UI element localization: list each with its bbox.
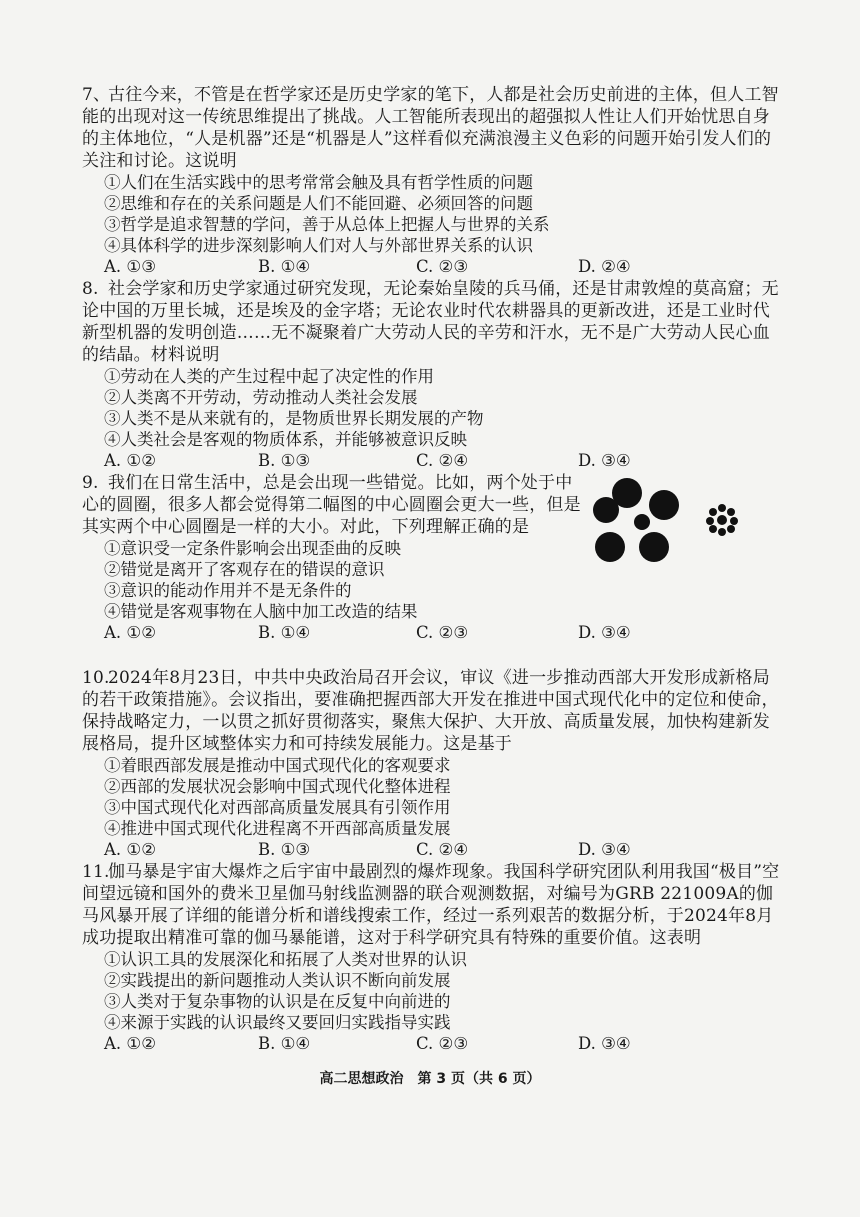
question-number: 7、 (82, 85, 111, 105)
large-surround-circles (593, 478, 679, 562)
choice-c[interactable]: C. ②③ (416, 1034, 469, 1053)
choice-b[interactable]: B. ①③ (258, 451, 311, 470)
question-7 (82, 84, 782, 277)
option-4: ④推进中国式现代化进程离不开西部高质量发展 (104, 819, 451, 838)
option-2: ②错觉是离开了客观存在的错误的意识 (104, 560, 385, 579)
question-number: 10. (82, 668, 110, 688)
choice-b[interactable]: B. ①④ (258, 257, 311, 276)
ebbinghaus-illusion-figure (592, 474, 752, 564)
choice-c[interactable]: C. ②③ (416, 623, 469, 642)
option-3: ③意识的能动作用并不是无条件的 (104, 581, 352, 600)
choice-a[interactable]: A. ①③ (104, 257, 156, 276)
choice-a[interactable]: A. ①② (104, 840, 156, 859)
answer-choices (82, 256, 782, 277)
answer-choices (82, 1033, 782, 1054)
choice-d[interactable]: D. ③④ (578, 1034, 631, 1053)
choice-a[interactable]: A. ①② (104, 623, 156, 642)
answer-choices (82, 450, 782, 471)
choice-d[interactable]: D. ③④ (578, 840, 631, 859)
option-4: ④人类社会是客观的物质体系，并能够被意识反映 (104, 430, 467, 449)
option-4: ④来源于实践的认识最终又要回归实践指导实践 (104, 1013, 451, 1032)
option-3: ③人类不是从来就有的，是物质世界长期发展的产物 (104, 409, 484, 428)
question-number: 9. (82, 473, 99, 493)
choice-d[interactable]: D. ③④ (578, 623, 631, 642)
option-1: ①认识工具的发展深化和拓展了人类对世界的认识 (104, 950, 467, 969)
option-1: ①着眼西部发展是推动中国式现代化的客观要求 (104, 756, 451, 775)
option-2: ②人类离不开劳动，劳动推动人类社会发展 (104, 388, 418, 407)
question-stem: 11.伽马暴是宇宙大爆炸之后宇宙中最剧烈的爆炸现象。我国科学研究团队利用我国“极目”空间望远镜和国外的费米卫星伽马射线监测器的联合观测数据，对编号为GRB 221009A的伽马风暴开展了详细的能谱分析和谱线搜索工作，经过一系列艰苦的数据分析，于2024年8月成功提取出精准可靠的伽马暴能谱，这对于科学研究具有特殊的重要价值。这表明 (82, 862, 780, 948)
question-number: 11. (82, 862, 110, 882)
question-stem: 10.2024年8月23日，中共中央政治局召开会议，审议《进一步推动西部大开发形成新格局的若干政策措施》。会议指出，要准确把握西部大开发在推进中国式现代化中的定位和使命，保持战略定力，一以贯之抓好贯彻落实，聚焦大保护、大开放、高质量发展，加快构建新发展格局，提升区域整体实力和可持续发展能力。这是基于 (82, 668, 779, 754)
choice-c[interactable]: C. ②④ (416, 451, 469, 470)
option-1: ①人们在生活实践中的思考常常会触及具有哲学性质的问题 (104, 173, 533, 192)
question-10 (82, 667, 782, 860)
choice-b[interactable]: B. ①④ (258, 1034, 311, 1053)
small-surround-circles (706, 504, 738, 536)
question-stem: 7、古往今来，不管是在哲学家还是历史学家的笔下，人都是社会历史前进的主体，但人工智能的出现对这一传统思维提出了挑战。人工智能所表现出的超强拟人性让人们开始忧思自身的主体地位，“人是机器”还是“机器是人”这样看似充满浪漫主义色彩的问题开始引发人们的关注和讨论。这说明 (82, 85, 779, 171)
option-3: ③中国式现代化对西部高质量发展具有引领作用 (104, 798, 451, 817)
option-1: ①劳动在人类的产生过程中起了决定性的作用 (104, 367, 434, 386)
choice-d[interactable]: D. ②④ (578, 257, 631, 276)
option-4: ④具体科学的进步深刻影响人们对人与外部世界关系的认识 (104, 236, 533, 255)
option-4: ④错觉是客观事物在人脑中加工改造的结果 (104, 602, 418, 621)
option-2: ②实践提出的新问题推动人类认识不断向前发展 (104, 971, 451, 990)
question-number: 8. (82, 279, 99, 299)
choice-c[interactable]: C. ②④ (416, 840, 469, 859)
option-3: ③人类对于复杂事物的认识是在反复中向前进的 (104, 992, 451, 1011)
option-2: ②西部的发展状况会影响中国式现代化整体进程 (104, 777, 451, 796)
center-circle-right (717, 515, 727, 525)
choice-a[interactable]: A. ①② (104, 451, 156, 470)
option-3: ③哲学是追求智慧的学问，善于从总体上把握人与世界的关系 (104, 215, 550, 234)
question-stem: 9. 我们在日常生活中，总是会出现一些错觉。比如，两个处于中心的圆圈，很多人都会觉得第二幅图的中心圆圈会更大一些，但是其实两个中心圆圈是一样的大小。对此，下列理解正确的是 (82, 473, 581, 537)
choice-d[interactable]: D. ③④ (578, 451, 631, 470)
question-11 (82, 861, 782, 1054)
choice-c[interactable]: C. ②③ (416, 257, 469, 276)
center-circle-left (634, 514, 650, 530)
answer-choices (82, 622, 782, 643)
choice-b[interactable]: B. ①④ (258, 623, 311, 642)
question-8 (82, 278, 782, 471)
answer-choices (82, 839, 782, 860)
choice-b[interactable]: B. ①③ (258, 840, 311, 859)
option-2: ②思维和存在的关系问题是人们不能回避、必须回答的问题 (104, 194, 533, 213)
question-9 (82, 472, 631, 643)
choice-a[interactable]: A. ①② (104, 1034, 156, 1053)
page-footer: 高二思想政治 第 3 页（共 6 页） (319, 1071, 541, 1087)
question-stem: 8. 社会学家和历史学家通过研究发现，无论秦始皇陵的兵马俑，还是甘肃敦煌的莫高窟；无论中国的万里长城，还是埃及的金字塔；无论农业时代农耕器具的更新改进，还是工业时代新型机器的发明创造……无不凝聚着广大劳动人民的辛劳和汗水，无不是广大劳动人民心血的结晶。材料说明 (82, 279, 779, 365)
option-1: ①意识受一定条件影响会出现歪曲的反映 (104, 539, 401, 558)
